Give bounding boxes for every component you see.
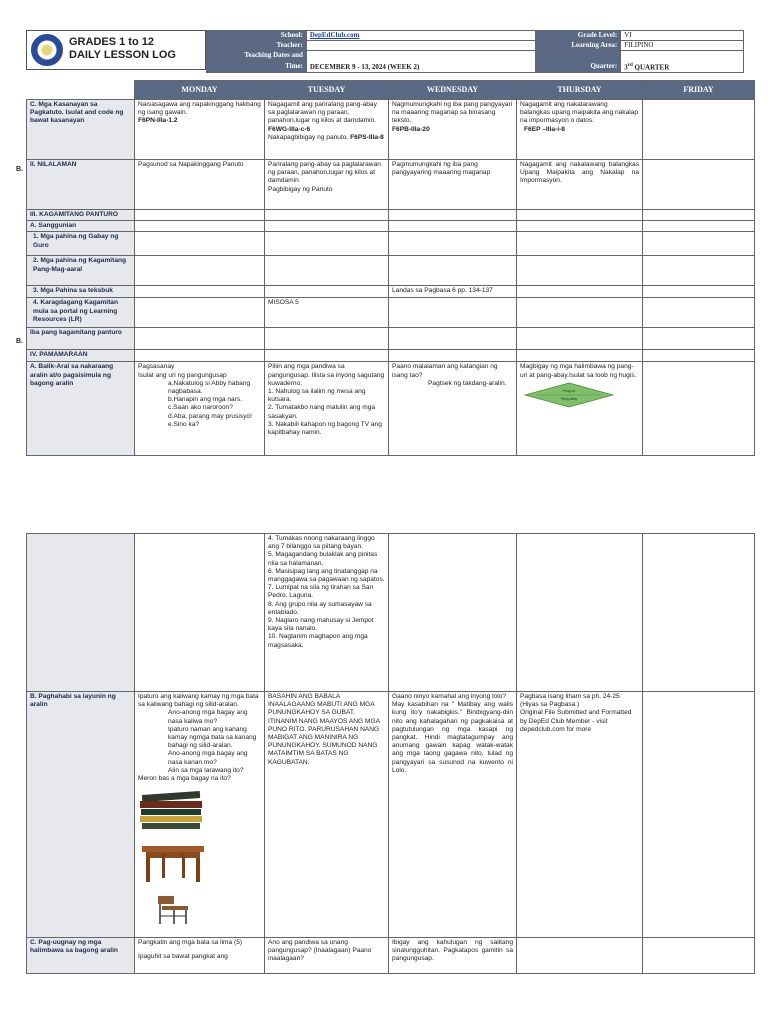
mag-aaral-thu xyxy=(517,256,643,286)
diamond-bottom-label: Pang-abay xyxy=(560,396,578,401)
paghahabi-wed-2: May kasabihan na " Matibay ang walis kung ito'y nakabigkis." Binibigyang-diin nito ang kahalagahan ng pagkakaisa at pagtutulungan ng mga kasapi ng pangkat. Hindi magtatagumpay ang anumang gawain kapag watak-watak ang mga taong gagawa nito, tulad ng pangyayari sa susunod na kuwento ni Lolo. xyxy=(392,701,513,774)
area-label: Learning Area: xyxy=(536,41,621,51)
nilalaman-tue-2: Pagbibigay ng Panuto xyxy=(268,185,333,193)
day-wednesday: WEDNESDAY xyxy=(389,81,517,100)
kagamitan-tue xyxy=(265,210,389,221)
lr-fri xyxy=(643,298,755,328)
label-pag-uugnay: C. Pag-uugnay ng mga halimbawa sa bagong aralin xyxy=(27,938,135,974)
paghahabi-mon-3: Ipaturo naman ang kanang kamay ngmga bata sa kanang bahagi ng silid-aralan. xyxy=(168,725,257,750)
label-paghahabi: B. Paghahabi sa layunin ng aralin xyxy=(27,692,135,938)
cont-wed xyxy=(389,534,517,692)
paghahabi-mon-1: Ipaturo ang kaliwang kamay ng mga bata sa kaliwang bahagi ng silid-aralan. xyxy=(138,693,259,709)
label-teksbuk: 3. Mga Pahina sa teksbuk xyxy=(27,286,135,298)
section-b-mark: B. xyxy=(16,166,23,173)
teksbuk-mon xyxy=(135,286,265,298)
row-pamamaraan xyxy=(27,350,755,362)
title-line-1: GRADES 1 to 12 xyxy=(69,36,154,48)
table-desk-icon xyxy=(138,838,208,884)
row-kagamitang-mag-aaral xyxy=(27,256,755,286)
cont-tue-9: 9. Naglaro nang mahusay si Jempot kaya sila nanalo. xyxy=(268,617,374,633)
cont-tue-7: 7. Lumipat na sila ng tirahan sa San Pedro, Laguna. xyxy=(268,584,374,600)
balik-tue-1: Piliin ang mga pandiwa sa pangungusap. Ilista sa inyong sagutang kuwaderno. xyxy=(268,363,385,387)
kasanayan-tue-code2: F6PS-IIIa-8 xyxy=(350,133,384,141)
teksbuk-tue xyxy=(265,286,389,298)
cont-tue-4: 4. Tumakas noong nakaraang linggo ang 7 bilanggo sa piitang bayan. xyxy=(268,535,375,551)
kasanayan-tue-text: Nagagamit ang pariralang pang-abay sa paglalarawan ng paraan, panahon,lugar ng kilos at damdamin. xyxy=(268,101,377,125)
pamamaraan-fri xyxy=(643,350,755,362)
row-gabay xyxy=(27,232,755,256)
kasanayan-thu-code: F6EP –IIIa-i-8 xyxy=(524,125,565,133)
pag-uugnay-thu xyxy=(517,938,643,974)
cont-tue-5: 5. Magagandang bulaklak ang pinitas nila sa halamanan. xyxy=(268,551,378,567)
gabay-wed xyxy=(389,232,517,256)
title-box xyxy=(26,30,206,70)
paghahabi-thu-1: Pagbasa isang liham sa ph. 24-25 (Hiyas sa Pagbasa ) xyxy=(520,693,620,709)
school-label: School: xyxy=(207,31,307,41)
sanggunian-fri xyxy=(643,221,755,232)
paghahabi-mon-5: Alin sa mga larawang ito? xyxy=(168,766,244,774)
balik-aral-thursday xyxy=(517,362,643,456)
pag-uugnay-mon-1: Pangkatin ang mga bata sa lima (5) xyxy=(138,939,243,946)
label-pamamaraan: IV. PAMAMARAAN xyxy=(27,350,135,362)
school-info-table xyxy=(206,30,744,73)
lesson-table-page-1 xyxy=(26,80,755,456)
diamond-shape-icon xyxy=(524,382,614,408)
balik-mon-b: b.Hanapin ang mga nars. xyxy=(168,396,243,404)
grade-label: Grade Level: xyxy=(536,31,621,41)
paghahabi-mon-2: Ano-anong mga bagay ang nasa kaliwa mo? xyxy=(168,709,248,725)
paghahabi-tuesday: BASAHIN ANG BABALA INAALAGAANG MABUTI ANG MGA PUNUNGKAHOY SA GUBAT. ITINANIM NANG MAAYOS ANG MGA PUNO RITO. PARURUSAHAN NANG MABIGAT ANG MANINIRA NG PUNUNGKAHOY. SUMUNOD NANG MATAIMTIM SA BATAS NG KAGUBATAN. xyxy=(265,692,389,938)
gabay-tue xyxy=(265,232,389,256)
quarter-value xyxy=(621,61,744,73)
paghahabi-wed-1: Gaano ninyo kamahal ang inyong lolo? xyxy=(392,693,507,700)
row-kagamitan xyxy=(27,210,755,221)
kagamitan-thu xyxy=(517,210,643,221)
balik-wed-1: Paano malalaman ang katangian ng isang tao? xyxy=(392,363,498,379)
label-balik-aral-cont xyxy=(27,534,135,692)
row-sanggunian xyxy=(27,221,755,232)
paghahabi-monday xyxy=(135,692,265,938)
balik-aral-tuesday xyxy=(265,362,389,456)
diamond-top-label: Pang-uri xyxy=(562,388,576,393)
quarter-text: QUARTER xyxy=(632,62,670,71)
lr-mon xyxy=(135,298,265,328)
books-icon xyxy=(138,789,208,831)
mag-aaral-mon xyxy=(135,256,265,286)
school-link[interactable]: DepEdClub.com xyxy=(309,31,360,39)
pag-uugnay-tuesday: Ano ang pandiwa sa unang pangungusap? (Inaalagaan) Paano inaalagaan? xyxy=(265,938,389,974)
nilalaman-tuesday xyxy=(265,160,389,210)
pamamaraan-tue xyxy=(265,350,389,362)
balik-mon-1: Pagsasanay xyxy=(138,363,175,371)
pag-uugnay-monday xyxy=(135,938,265,974)
label-lr-portal: 4. Karagdagang Kagamitan mula sa portal ng Learning Resources (LR) xyxy=(27,298,135,328)
row-balik-aral-cont xyxy=(27,534,755,692)
row-lr-portal xyxy=(27,298,755,328)
row-pag-uugnay xyxy=(27,938,755,974)
label-iba-pang-kagamitan: Iba pang kagamitang panturo xyxy=(27,328,135,350)
row-paghahabi xyxy=(27,692,755,938)
dates-label-time: Time: xyxy=(207,61,307,73)
balik-mon-d: d.Aba, parang may prusisyo! xyxy=(168,412,252,420)
title-line-2: DAILY LESSON LOG xyxy=(69,49,176,61)
lr-portal-tuesday: MISOSA 5 xyxy=(265,298,389,328)
section-b2-mark: B. xyxy=(16,338,23,345)
kasanayan-wed-code: F6PB-IIIa-20 xyxy=(392,125,430,133)
teksbuk-fri xyxy=(643,286,755,298)
blank-value xyxy=(621,51,744,61)
sanggunian-mon xyxy=(135,221,265,232)
row-kasanayan xyxy=(27,100,755,160)
iba-mon xyxy=(135,328,265,350)
balik-aral-tuesday-cont xyxy=(265,534,389,692)
quarter-num: 3 xyxy=(624,62,628,71)
kasanayan-tuesday xyxy=(265,100,389,160)
iba-thu xyxy=(517,328,643,350)
cont-tue-10: 10. Nagtanim maghapon ang mga magsasaka. xyxy=(268,633,368,649)
label-kagamitang-mag-aaral: 2. Mga pahina ng Kagamitang Pang-Mag-aaral xyxy=(27,256,135,286)
sanggunian-tue xyxy=(265,221,389,232)
blank-label xyxy=(536,51,621,61)
paghahabi-thursday xyxy=(517,692,643,938)
lesson-table-page-2 xyxy=(26,533,755,974)
dates-label-1: Teaching Dates and xyxy=(244,51,303,59)
kasanayan-friday xyxy=(643,100,755,160)
day-friday: FRIDAY xyxy=(643,81,755,100)
lr-thu xyxy=(517,298,643,328)
paghahabi-wednesday xyxy=(389,692,517,938)
school-value[interactable] xyxy=(306,31,536,41)
lr-wed xyxy=(389,298,517,328)
iba-fri xyxy=(643,328,755,350)
kagamitan-mon xyxy=(135,210,265,221)
grade-value: VI xyxy=(621,31,744,41)
balik-aral-wednesday xyxy=(389,362,517,456)
balik-tue-2: 1. Nahulog sa ilalim ng mesa ang kutsara. xyxy=(268,388,366,404)
teksbuk-thu xyxy=(517,286,643,298)
label-sanggunian: A. Sanggunian xyxy=(27,221,135,232)
row-nilalaman xyxy=(27,160,755,210)
cont-fri xyxy=(643,534,755,692)
quarter-sup: rd xyxy=(627,62,633,68)
teksbuk-wednesday: Landas sa Pagbasa 6 pp. 134-137 xyxy=(389,286,517,298)
kasanayan-wed-text: Nagmumungkahi ng iba pang pangyayari na maaaring maganap sa binasang teksto. xyxy=(392,101,513,125)
nilalaman-wednesday: Pagmumungkahi ng iba pang pangyayaring maaaring maganap xyxy=(389,160,517,210)
iba-wed xyxy=(389,328,517,350)
paghahabi-fri xyxy=(643,692,755,938)
kasanayan-thursday xyxy=(517,100,643,160)
cont-mon xyxy=(135,534,265,692)
kasanayan-thu-text: Nagagamit ang nakalarawang balangkas upang maipakita ang nakalap na impormasyon o datos. xyxy=(520,101,639,125)
nilalaman-tue-1: Pariralang pang-abay sa paglalarawan ng paraan, panahon,lugar ng kilos at damdamin xyxy=(268,161,381,185)
label-kasanayan: C. Mga Kasanayan sa Pagkatuto. Isulat and code ng bawat kasanayan xyxy=(27,100,135,160)
nilalaman-friday xyxy=(643,160,755,210)
area-value: FILIPINO xyxy=(621,41,744,51)
row-balik-aral xyxy=(27,362,755,456)
kasanayan-wednesday xyxy=(389,100,517,160)
day-thursday: THURSDAY xyxy=(517,81,643,100)
balik-mon-e: e.Sino ka? xyxy=(168,420,200,428)
pag-uugnay-fri xyxy=(643,938,755,974)
deped-seal-icon xyxy=(31,34,63,66)
gabay-mon xyxy=(135,232,265,256)
pamamaraan-thu xyxy=(517,350,643,362)
balik-mon-c: c.Saan ako naroroon? xyxy=(168,404,233,412)
pag-uugnay-wednesday: Ibigay ang kahulugan ng salitang sinalungguhitan. Pagkatapos gamitin sa pangungusap. xyxy=(389,938,517,974)
balik-aral-monday xyxy=(135,362,265,456)
paghahabi-mon-4: Ano-anong mga bagay ang nasa kanan mo? xyxy=(168,750,248,766)
teacher-value xyxy=(306,41,536,51)
label-nilalaman: II. NILALAMAN xyxy=(27,160,135,210)
label-balik-aral: A. Balik-Aral sa nakaraang aralin at/o pagsisimula ng bagong aralin xyxy=(27,362,135,456)
row-iba-pang-kagamitan xyxy=(27,328,755,350)
day-header-row xyxy=(27,81,755,100)
balik-thu-1: Magbigay ng mga halimbawa ng pang-uri at pang-abay.Isulat sa loob ng hugis. xyxy=(520,363,637,379)
cont-tue-6: 6. Masisipag lang ang tinatanggap na manggagawa sa pagawaan ng sapatos. xyxy=(268,567,385,584)
iba-tue xyxy=(265,328,389,350)
cont-tue-8: 8. Ang grupo nila ay sumasayaw sa entablado. xyxy=(268,600,372,616)
header-title xyxy=(69,36,176,62)
kasanayan-monday xyxy=(135,100,265,160)
school-chair-icon xyxy=(152,892,192,926)
mag-aaral-wed xyxy=(389,256,517,286)
kasanayan-mon-text: Naisasagawa ang napakinggang hakbang ng isang gawain. xyxy=(138,101,261,117)
nilalaman-thursday: Nagagamit ang nakalawang balangkas Upang Maipakita ang Nakalap na Impormasyon. xyxy=(517,160,643,210)
balik-aral-friday xyxy=(643,362,755,456)
mag-aaral-fri xyxy=(643,256,755,286)
balik-wed-2: Pagtsek ng takdang-aralin. xyxy=(428,379,507,387)
sanggunian-thu xyxy=(517,221,643,232)
kagamitan-fri xyxy=(643,210,755,221)
label-kagamitan: III. KAGAMITANG PANTURO xyxy=(27,210,135,221)
corner-cell xyxy=(27,81,135,100)
dates-label xyxy=(207,51,307,61)
pamamaraan-wed xyxy=(389,350,517,362)
label-gabay: 1. Mga pahina ng Gabay ng Guro xyxy=(27,232,135,256)
balik-tue-3: 2. Tumatakbo nang matulin ang mga sasakyan. xyxy=(268,404,376,420)
paghahabi-mon-6: Meron bas a mga bagay na ito? xyxy=(138,775,231,783)
balik-mon-a: a.Nakatulog si Abby habang nagbabasa. xyxy=(168,379,251,396)
day-monday: MONDAY xyxy=(135,81,265,100)
gabay-thu xyxy=(517,232,643,256)
kasanayan-mon-code: F6PN-IIIa-1.2 xyxy=(138,117,178,125)
gabay-fri xyxy=(643,232,755,256)
row-teksbuk xyxy=(27,286,755,298)
teacher-label: Teacher: xyxy=(207,41,307,51)
dates-value: DECEMBER 9 - 13, 2024 (WEEK 2) xyxy=(306,51,536,73)
balik-tue-4: 3. Nakabili kahapon ng bagong TV ang kapitbahay namin. xyxy=(268,420,382,437)
mag-aaral-tue xyxy=(265,256,389,286)
balik-mon-2: Isulat ang uri ng pangungusap xyxy=(138,371,227,379)
paghahabi-thu-2: Original File Submitted and Formatted by DepEd Club Member - visit depedclub.com for more xyxy=(520,709,632,733)
pamamaraan-mon xyxy=(135,350,265,362)
kasanayan-tue-text2: Nakapagbibigay ng panuto. xyxy=(268,133,349,141)
quarter-label: Quarter: xyxy=(536,61,621,73)
pag-uugnay-mon-2: Ipaguhit sa bawat pangkat ang xyxy=(138,953,228,961)
dll-header xyxy=(26,30,744,70)
cont-thu xyxy=(517,534,643,692)
kagamitan-wed xyxy=(389,210,517,221)
nilalaman-monday: Pagsunod sa Napakinggang Panuto xyxy=(135,160,265,210)
sanggunian-wed xyxy=(389,221,517,232)
day-tuesday: TUESDAY xyxy=(265,81,389,100)
kasanayan-tue-code1: F6WG-IIIa-c-6 xyxy=(268,125,311,133)
